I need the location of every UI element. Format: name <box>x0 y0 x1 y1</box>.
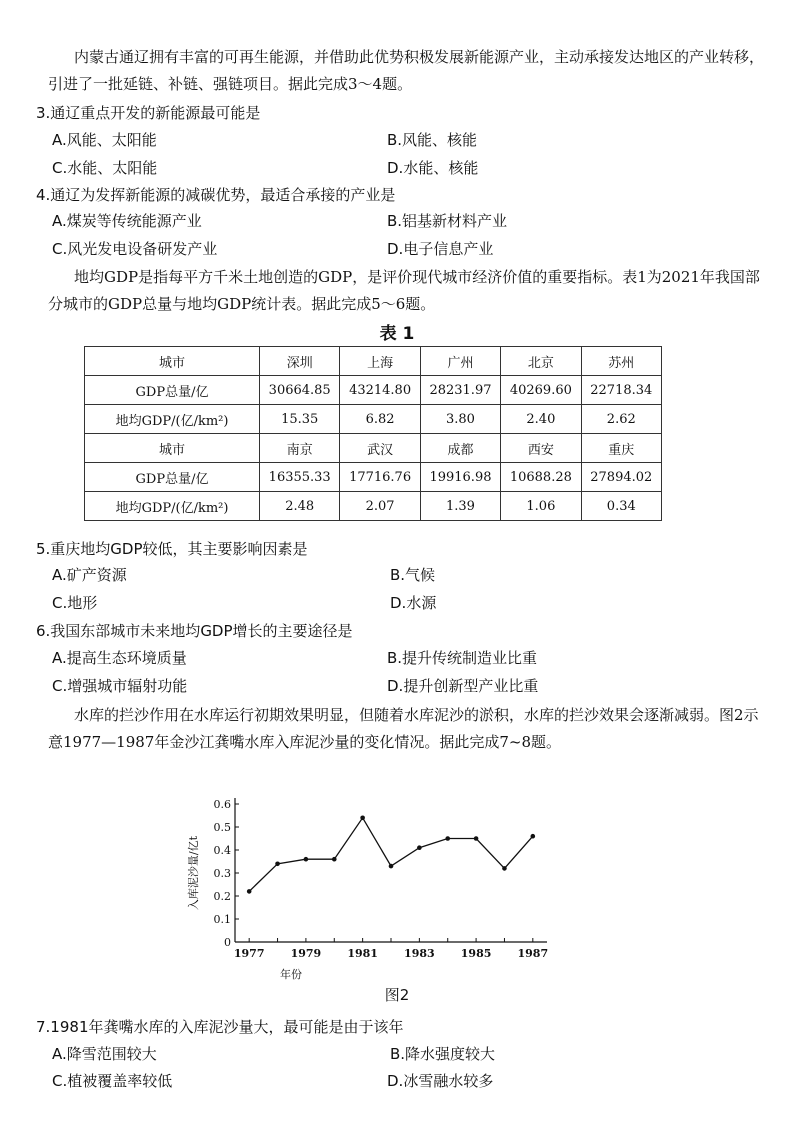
q6-option-b: B.提升传统制造业比重 <box>387 649 538 667</box>
gdp-cell: 30664.85 <box>260 376 340 405</box>
q7-option-b: B.降水强度较大 <box>390 1045 496 1063</box>
city-cell: 北京 <box>501 347 581 376</box>
gdp-table <box>84 346 662 521</box>
density-cell: 6.82 <box>340 405 420 434</box>
gdp-cell: 28231.97 <box>420 376 500 405</box>
q6-option-a: A.提高生态环境质量 <box>52 649 187 667</box>
q3-option-a: A.风能、太阳能 <box>52 131 157 149</box>
q4-option-c: C.风光发电设备研发产业 <box>52 240 218 258</box>
x-axis-label: 年份 <box>280 968 302 981</box>
question-4-stem: 4.通辽为发挥新能源的减碳优势，最适合承接的产业是 <box>36 186 396 204</box>
data-point <box>360 816 365 821</box>
table-title: 表 1 <box>379 324 415 344</box>
city-cell: 苏州 <box>581 347 661 376</box>
table-row <box>85 376 662 405</box>
city-cell: 深圳 <box>260 347 340 376</box>
density-cell: 1.39 <box>420 492 500 521</box>
city-cell: 广州 <box>420 347 500 376</box>
gdp-cell: 10688.28 <box>501 463 581 492</box>
density-cell: 2.62 <box>581 405 661 434</box>
q7-option-d: D.冰雪融水较多 <box>387 1072 494 1090</box>
data-point <box>304 857 309 862</box>
data-point <box>474 836 479 841</box>
density-cell: 2.40 <box>501 405 581 434</box>
gdp-cell: 19916.98 <box>420 463 500 492</box>
question-3-stem: 3.通辽重点开发的新能源最可能是 <box>36 104 261 122</box>
data-point <box>332 857 337 862</box>
intro-paragraph-3: 水库的拦沙作用在水库运行初期效果明显，但随着水库泥沙的淤积，水库的拦沙效果会逐渐减弱。图2示意1977—1987年金沙江龚嘴水库入库泥沙量的变化情况。据此完成7~8题。 <box>48 706 759 751</box>
table-row <box>85 492 662 521</box>
q5-option-a: A.矿产资源 <box>52 566 127 584</box>
y-tick-label: 0.5 <box>213 821 231 834</box>
density-cell: 3.80 <box>420 405 500 434</box>
city-cell: 上海 <box>340 347 420 376</box>
table-row <box>85 434 662 463</box>
x-tick-label: 1979 <box>290 947 322 960</box>
x-tick-label: 1985 <box>460 947 492 960</box>
question-6-stem: 6.我国东部城市未来地均GDP增长的主要途径是 <box>36 622 353 640</box>
gdp-cell: 43214.80 <box>340 376 420 405</box>
data-point <box>445 836 450 841</box>
city-cell: 西安 <box>501 434 581 463</box>
question-5-stem: 5.重庆地均GDP较低，其主要影响因素是 <box>36 540 308 558</box>
intro-paragraph-2: 地均GDP是指每平方千米土地创造的GDP，是评价现代城市经济价值的重要指标。表1为2021年我国部分城市的GDP总量与地均GDP统计表。据此完成5～6题。 <box>48 268 760 313</box>
gdp-cell: 27894.02 <box>581 463 661 492</box>
y-tick-label: 0.3 <box>213 867 231 880</box>
table-row <box>85 347 662 376</box>
y-tick-label: 0 <box>224 936 231 949</box>
q7-option-a: A.降雪范围较大 <box>52 1045 157 1063</box>
gdp-cell: 17716.76 <box>340 463 420 492</box>
sediment-line-chart <box>0 780 794 990</box>
y-tick-label: 0.4 <box>213 844 231 857</box>
row-label-density: 地均GDP/(亿/km²) <box>85 405 260 434</box>
city-cell: 南京 <box>260 434 340 463</box>
gdp-cell: 40269.60 <box>501 376 581 405</box>
y-axis-label: 入库泥沙量/亿t <box>187 835 200 911</box>
x-tick-label: 1977 <box>233 947 265 960</box>
data-point <box>417 845 422 850</box>
q5-option-c: C.地形 <box>52 594 98 612</box>
q4-option-d: D.电子信息产业 <box>387 240 494 258</box>
city-cell: 重庆 <box>581 434 661 463</box>
density-cell: 0.34 <box>581 492 661 521</box>
table-row <box>85 463 662 492</box>
question-7-stem: 7.1981年龚嘴水库的入库泥沙量大，最可能是由于该年 <box>36 1018 404 1036</box>
series-line <box>249 818 533 892</box>
table-row <box>85 405 662 434</box>
city-cell: 成都 <box>420 434 500 463</box>
q6-option-c: C.增强城市辐射功能 <box>52 677 188 695</box>
gdp-cell: 16355.33 <box>260 463 340 492</box>
density-cell: 1.06 <box>501 492 581 521</box>
x-tick-label: 1983 <box>404 947 435 960</box>
row-label-city: 城市 <box>85 347 260 376</box>
data-point <box>275 862 280 867</box>
figure-caption: 图2 <box>384 986 410 1004</box>
x-tick-label: 1987 <box>517 947 549 960</box>
q4-option-b: B.铝基新材料产业 <box>387 212 508 230</box>
y-tick-label: 0.2 <box>213 890 231 903</box>
q5-option-d: D.水源 <box>390 594 437 612</box>
q3-option-d: D.水能、核能 <box>387 159 479 177</box>
density-cell: 2.48 <box>260 492 340 521</box>
q5-option-b: B.气候 <box>390 566 436 584</box>
row-label-gdp: GDP总量/亿 <box>85 463 260 492</box>
q3-option-c: C.水能、太阳能 <box>52 159 158 177</box>
y-tick-label: 0.1 <box>213 913 231 926</box>
intro-paragraph-1: 内蒙古通辽拥有丰富的可再生能源，并借助此优势积极发展新能源产业，主动承接发达地区的产业转移，引进了一批延链、补链、强链项目。据此完成3～4题。 <box>48 48 765 93</box>
data-point <box>389 864 394 869</box>
row-label-density: 地均GDP/(亿/km²) <box>85 492 260 521</box>
q6-option-d: D.提升创新型产业比重 <box>387 677 539 695</box>
data-point <box>531 834 536 839</box>
y-tick-label: 0.6 <box>213 798 231 811</box>
gdp-cell: 22718.34 <box>581 376 661 405</box>
row-label-gdp: GDP总量/亿 <box>85 376 260 405</box>
x-tick-label: 1981 <box>347 947 378 960</box>
data-point <box>502 866 507 871</box>
data-point <box>247 889 252 894</box>
q7-option-c: C.植被覆盖率较低 <box>52 1072 173 1090</box>
density-cell: 2.07 <box>340 492 420 521</box>
row-label-city: 城市 <box>85 434 260 463</box>
city-cell: 武汉 <box>340 434 420 463</box>
q4-option-a: A.煤炭等传统能源产业 <box>52 212 202 230</box>
density-cell: 15.35 <box>260 405 340 434</box>
q3-option-b: B.风能、核能 <box>387 131 478 149</box>
